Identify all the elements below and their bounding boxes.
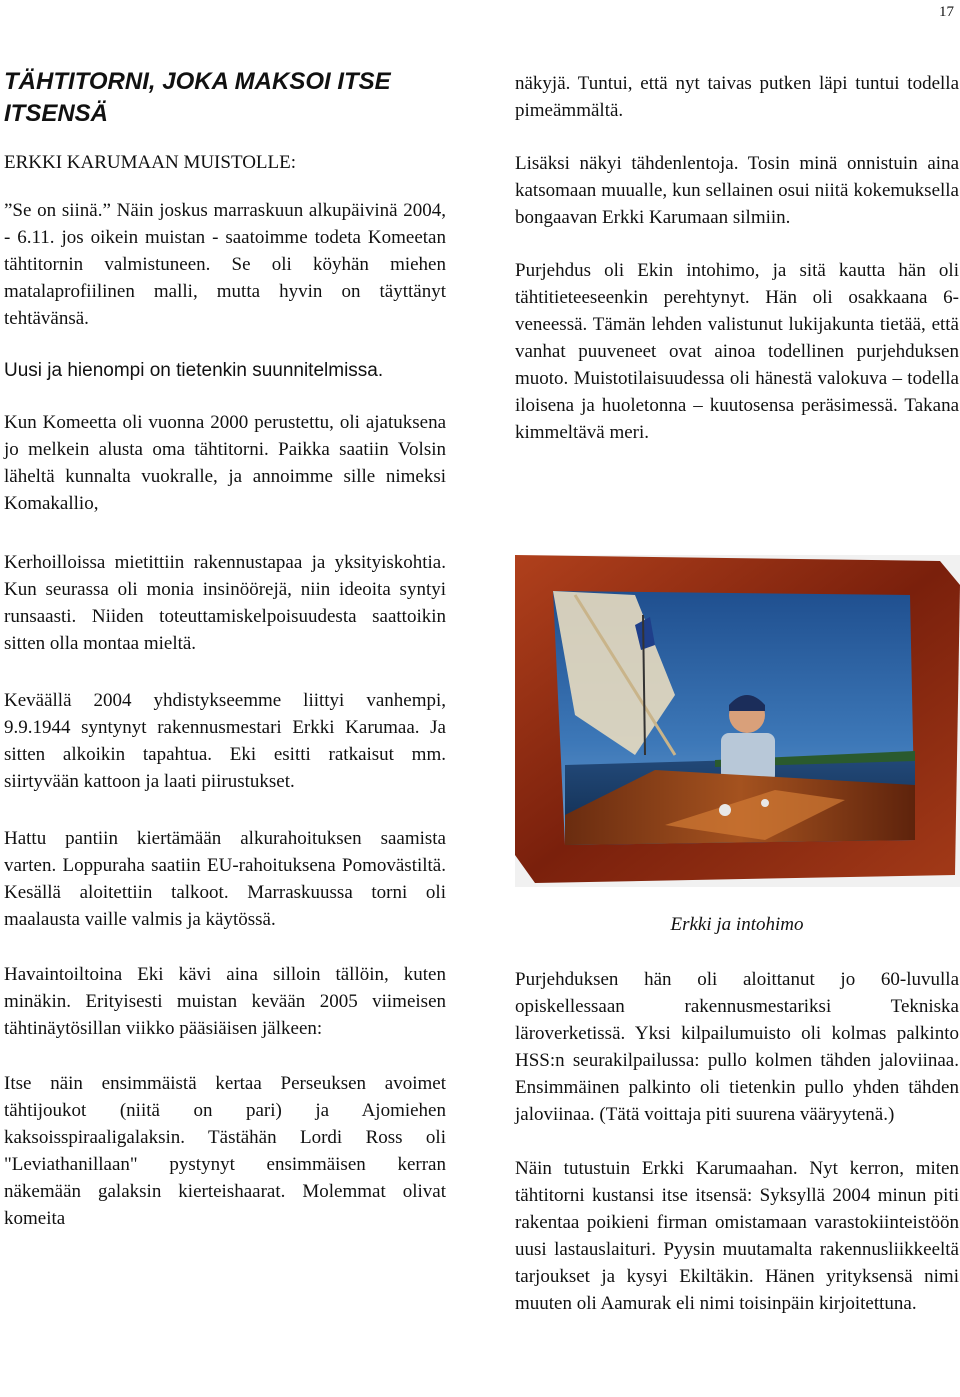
right-column-upper xyxy=(515,70,959,471)
paragraph: Havaintoiltoina Eki kävi aina silloin tällöin, kuten minäkin. Erityisesti muistan kevään 2005 viimeisen tähtinäytösillan viikko pääsiäisen jälkeen: xyxy=(4,964,446,1039)
photo-caption: Erkki ja intohimo xyxy=(670,914,804,935)
paragraph: Keväällä 2004 yhdistykseemme liittyi vanhempi, 9.9.1944 syntynyt rakennusmestari Erkki Karumaa. Ja sitten alkoikin tapahtua. Eki esitti ratkaisut mm. siirtyvään kattoon ja laati piirustukset. xyxy=(4,690,446,792)
framed-photo xyxy=(515,555,960,887)
page-number: 17 xyxy=(939,4,954,20)
paragraph: Näin tutustuin Erkki Karumaahan. Nyt kerron, miten tähtitorni kustansi itse itsensä: Syksyllä 2004 minun piti rakentaa poikieni firman omistamaan varastokiinteistöön uusi lastauslaituri. Pyysin muutamalta rakennusliikkeeltä tarjoukset ja kysyi Ekiltäkin. Hänen yrityksensä nimi muuten oli Aamurak eli nimi toisinpäin kirjoitettuna. xyxy=(515,1158,959,1314)
paragraph: Purjehduksen hän oli aloittanut jo 60-luvulla opiskellessaan rakennusmestariksi Tekniska läroverketissä. Yksi kilpailumuisto oli kolmas palkinto HSS:n seurakilpailussa: pullo kolmen tähden jaloviinaa. Ensimmäinen palkinto oli tietenkin pullo yhden tähden jaloviinaa. (Tätä voittaja piti suurena vääryytenä.) xyxy=(515,969,959,1125)
paragraph: Hattu pantiin kiertämään alkurahoituksen saamista varten. Loppuraha saatiin EU-rahoituksena Pomovästiltä. Kesällä aloitettiin talkoot. Marraskuussa torni oli maalausta vaille valmis ja käytössä. xyxy=(4,828,446,930)
paragraph: näkyjä. Tuntui, että nyt taivas putken läpi tuntui todella pimeämmältä. xyxy=(515,73,959,121)
paragraph: Kerhoilloissa mietittiin rakennustapaa ja yksityiskohtia. Kun seurassa oli monia insinöörejä, niin ideoita syntyi runsaasti. Niiden toteuttamiskelpoisuudesta saattoikin sitten olla montaa mieltä. xyxy=(4,552,446,654)
paragraph: Purjehdus oli Ekin intohimo, ja sitä kautta hän oli tähtitieteeseenkin perehtynyt. Hän oli osakkaana 6-veneessä. Tämän lehden valistunut lukijakunta tietää, että vanhat puuveneet ovat ainoa todellinen purjehduksen muoto. Muistotilaisuudessa oli hänestä valokuva – todella iloisena ja huoletonna – kuutosensa peräsimessä. Takana kimmeltävä meri. xyxy=(515,260,959,443)
left-column xyxy=(4,66,446,1257)
article-title: TÄHTITORNI, JOKA MAKSOI ITSE ITSENSÄ xyxy=(4,68,391,127)
sailing-photo xyxy=(515,555,960,887)
article-subtitle: ERKKI KARUMAAN MUISTOLLE: xyxy=(4,152,297,173)
paragraph: Kun Komeetta oli vuonna 2000 perustettu, oli ajatuksena jo melkein alusta oma tähtitorni. Paikka saatiin Volsin läheltä kunnalta vuokralle, ja annoimme sille nimeksi Komakallio, xyxy=(4,412,446,514)
paragraph: ”Se on siinä.” Näin joskus marraskuun alkupäivinä 2004, - 6.11. jos oikein muistan - saatoimme todeta Komeetan tähtitornin valmistuneen. Se oli köyhän miehen matalaprofiilinen malli, mutta hyvin on täyttänyt tehtävänsä. xyxy=(4,200,446,329)
paragraph: Itse näin ensimmäistä kertaa Perseuksen avoimet tähtijoukot (niitä on pari) ja Ajomiehen kaksoisspiraaligalaksin. Tästähän Lordi Ross oli "Leviathanillaan" pystynyt ensimmäisen kerran näkemään galaksin kierteishaarat. Molemmat olivat komeita xyxy=(4,1073,446,1229)
right-column-lower xyxy=(515,966,959,1342)
paragraph: Uusi ja hienompi on tietenkin suunnitelmissa. xyxy=(4,360,384,381)
paragraph: Lisäksi näkyi tähdenlentoja. Tosin minä onnistuin aina katsomaan muualle, kun sellainen osui niitä kokemuksella bongaavan Erkki Karumaan silmiin. xyxy=(515,153,959,228)
